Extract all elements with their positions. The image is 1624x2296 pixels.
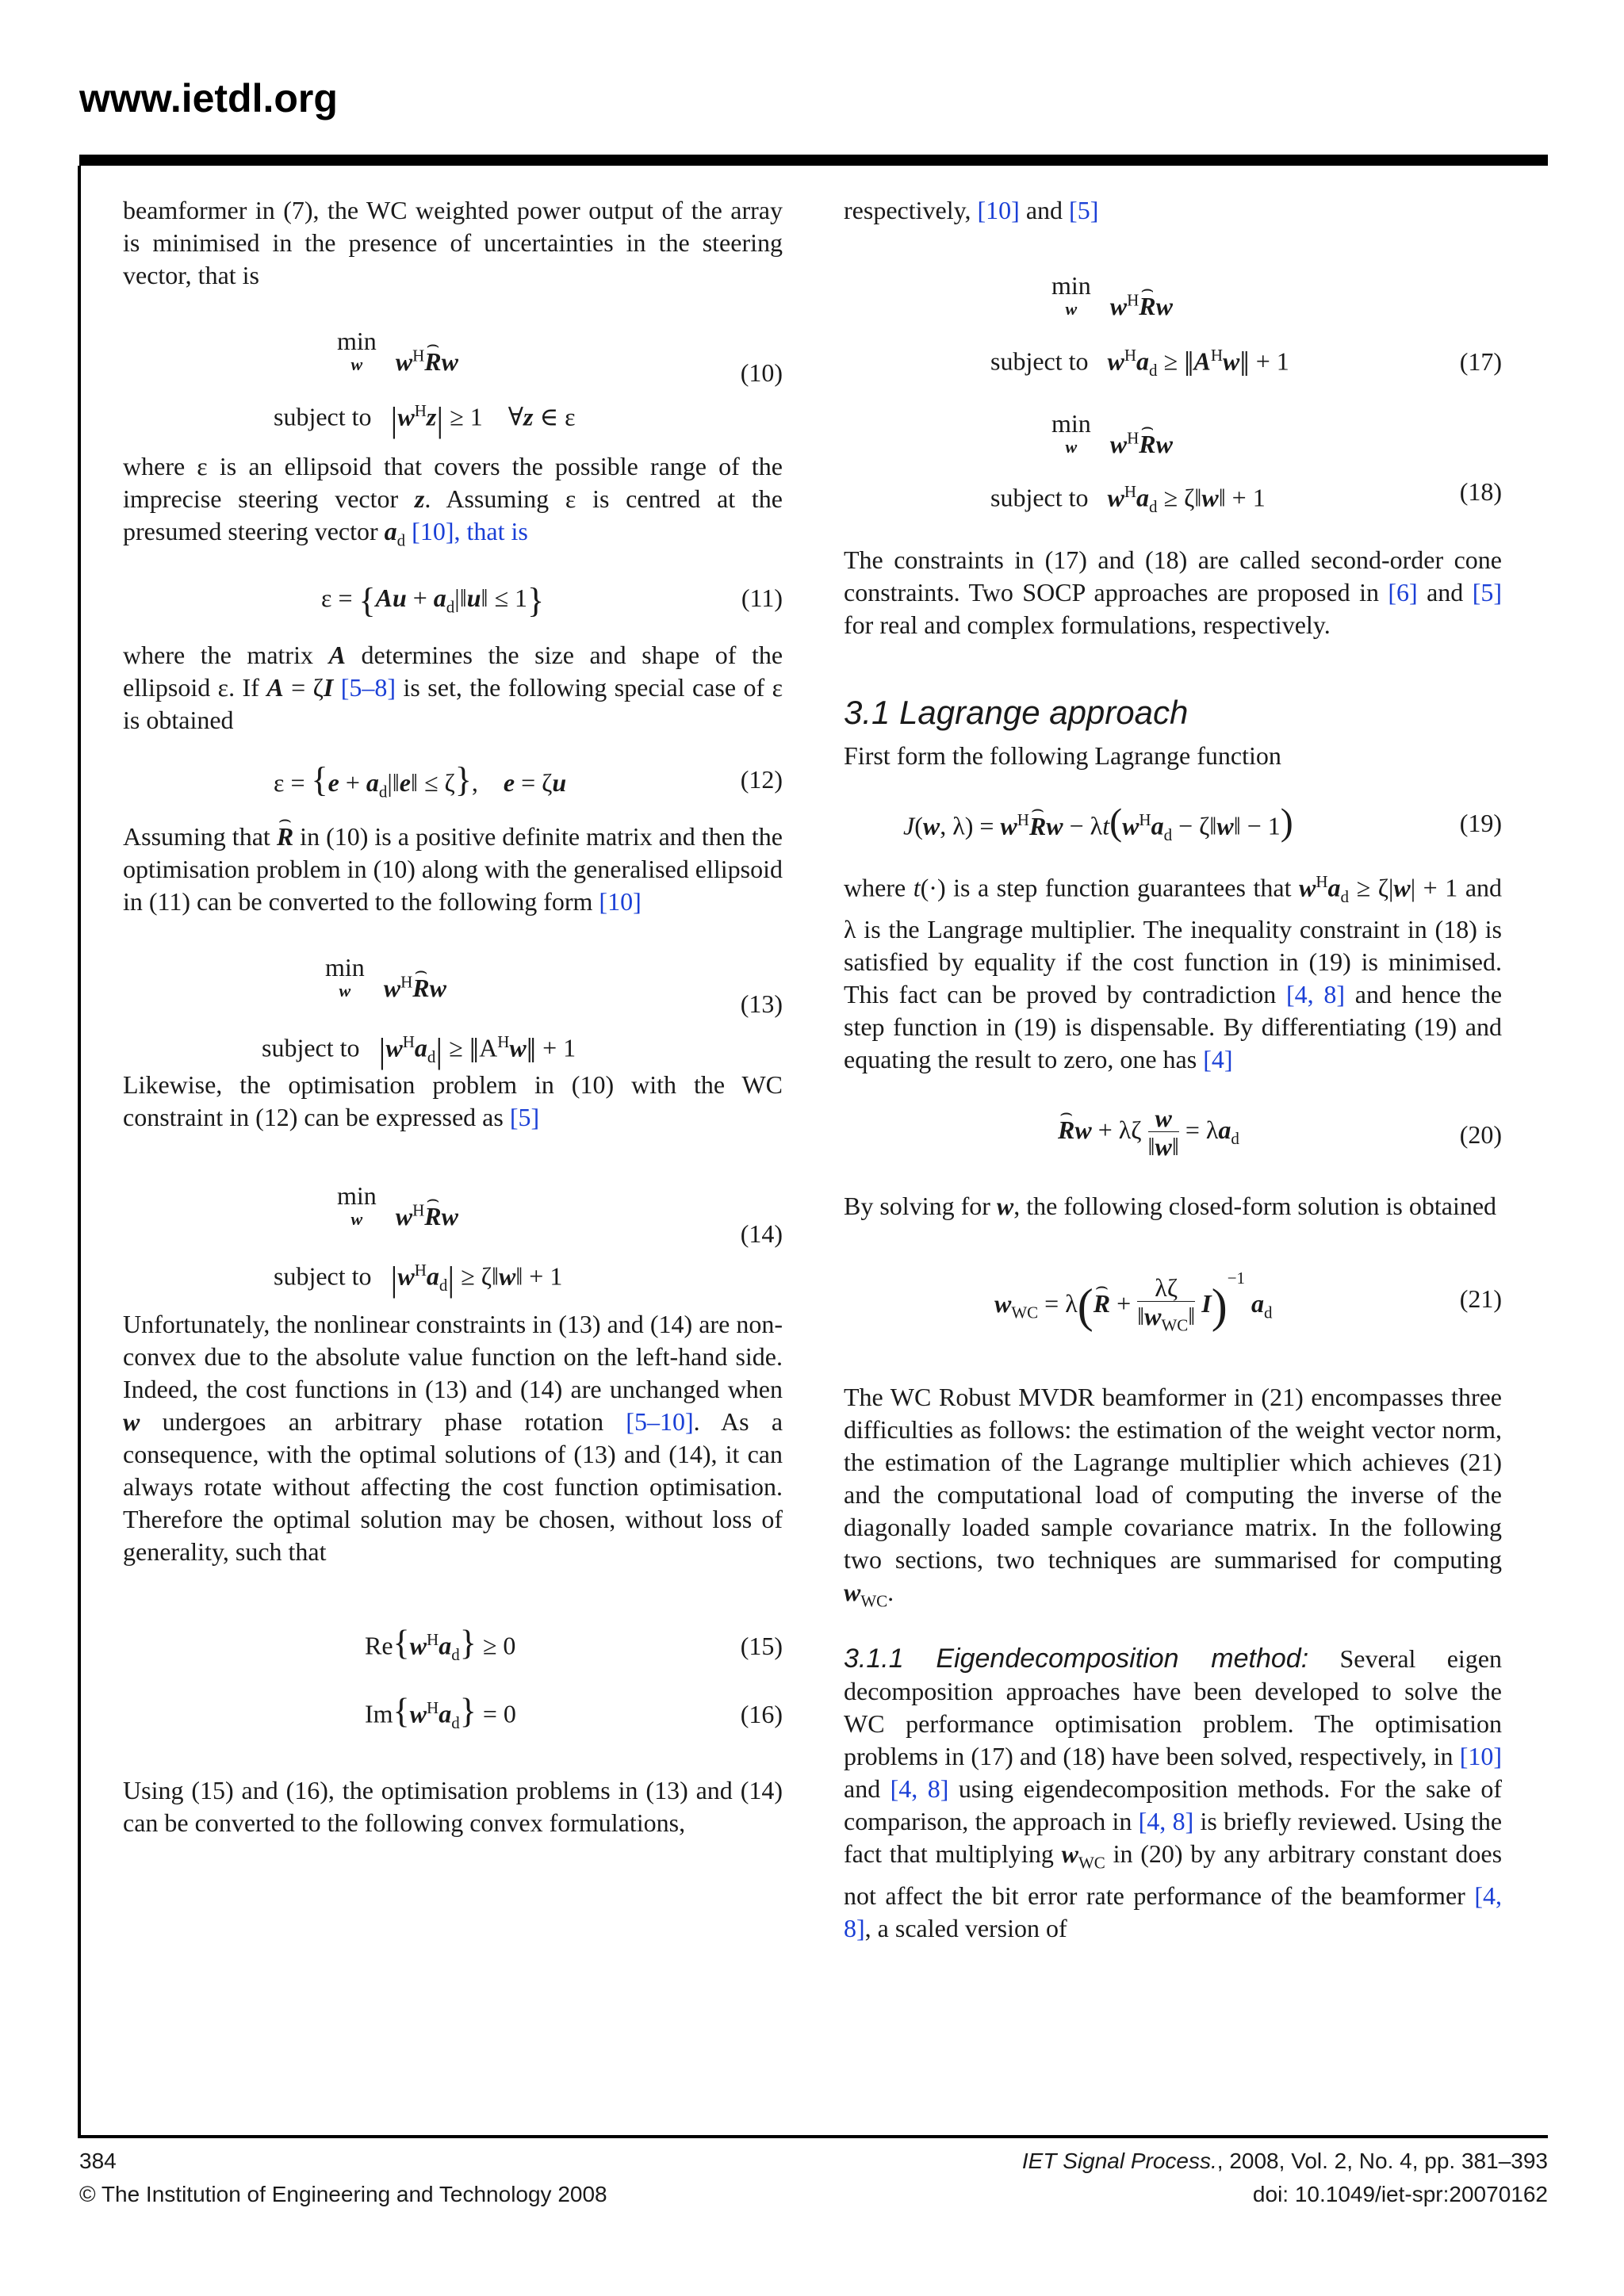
equation-19: J(w, $\lambda) = w^H⌢$ $Rw - \lambda t(w^Ha_d$ − ζ‖w‖ − 1) (19) <box>844 772 1502 866</box>
paragraph: Using (15) and (16), the optimisation problems in (13) and (14) can be converted to the following convex formulations, <box>123 1776 783 1838</box>
paragraph: The WC Robust MVDR beamformer in (21) encompasses three difficulties as follows: the estimation of the weight vector norm, the estimation of the Lagrange multiplier which achieves (21) and the computational load of computing the inverse of the diagonally loaded sample covariance matrix. In the following two sections, two techniques are summarised for computing $w_{WC}$. <box>844 1383 1502 1611</box>
doi: doi: 10.1049/iet-spr:20070162 <box>1252 2182 1548 2206</box>
paragraph: Unfortunately, the nonlinear constraints in (13) and (14) are non-convex due to the absolute value function on the left-hand side. Indeed, the cost functions in (13) and (14) are unchanged when w undergoes an arbitrary phase rotation [5–10]. As a consequence, with the optimal solutions of (13) and (14), it can always rotate without affecting the cost function optimisation. Therefore the optimal solution may be chosen, without loss of generality, such that <box>123 1310 783 1567</box>
left-column <box>123 194 783 1839</box>
paragraph: First form the following Lagrange function <box>844 741 1281 770</box>
paragraph: where ε is an ellipsoid that covers the possible range of the imprecise steering vector z. Assuming ε is centred at the presumed steering vector $a_d$ [10], that is <box>123 452 783 550</box>
right-column <box>844 194 1502 1945</box>
paragraph: 3.1.1 Eigendecomposition method: Several eigen decomposition approaches have been developed to solve the WC performance optimisation problem. The optimisation problems in (17) and (18) have been solved, respectively, in [10] and [4, 8] using eigendecomposition methods. For the sake of comparison, the approach in [4, 8] is briefly reviewed. Using the fact that multiplying $w_{WC}$ in (20) by any arbitrary constant does not affect the bit error rate performance of the beamformer [4, 8], a scaled version of <box>844 1644 1503 1942</box>
equation-20: ⌢ Rw + λζ $\frac{w}{‖w‖}$ = $\lambda a_d$ (20) <box>844 1076 1502 1190</box>
page-number: 384 <box>79 2149 117 2173</box>
paragraph: respectively, [10] and [5] <box>844 196 1099 224</box>
paragraph: Assuming that ⌢ R in (10) is a positive definite matrix and then the optimisation problem in (10) along with the generalised ellipsoid in (11) can be converted to the following form [10] <box>123 821 783 918</box>
footer-rule <box>78 2135 1548 2138</box>
header-rule <box>79 155 1548 166</box>
paragraph: By solving for w, the following closed-form solution is obtained <box>844 1192 1497 1221</box>
paragraph: Likewise, the optimisation problem in (10) with the WC constraint in (12) can be expressed as [5] <box>123 1070 783 1132</box>
paragraph: where the matrix A determines the size and shape of the ellipsoid ε. If A = ζI [5–8] is set, the following special case of ε is obtained <box>123 641 783 735</box>
equation-17-18: min w $w^H⌢$ Rw subject to $w^Ha_d$ ≥ $‖A^Hw‖ + 1$ (17) min w $w^H⌢$ Rw subject to $w^Ha_d$ ≥ ζ‖w‖ + 1 (18) <box>844 227 1502 544</box>
section-heading: 3.1 Lagrange approach <box>844 694 1189 731</box>
equation-13: min w $w^H⌢$ Rw (13) subject to $|w^Ha_d|$ ≥ $‖A^Hw‖ + 1$ <box>123 918 783 1069</box>
paragraph: The constraints in (17) and (18) are called second-order cone constraints. Two SOCP approaches are proposed in [6] and [5] for real and complex formulations, respectively. <box>844 545 1503 639</box>
equation-12: $\varepsilon = \{e + a_d|‖e‖ \le \zeta\}$, e = ζu (12) <box>274 760 783 802</box>
subsection-heading: 3.1.1 Eigendecomposition method: <box>844 1644 1309 1674</box>
equation-11: $\varepsilon = \{Au + a_d|‖u‖ \le 1\}$ (11) <box>321 581 783 621</box>
left-rule <box>78 166 81 2138</box>
journal-citation: IET Signal Process., 2008, Vol. 2, No. 4, pp. 381–393 <box>1021 2149 1548 2173</box>
equation-14: min w $w^H⌢$ Rw (14) subject to $|w^Ha_d|$ ≥ ζ‖w‖ + 1 <box>123 1134 783 1308</box>
equation-10: min w $w^H⌢$ Rw (10) subject to $|w^Hz| \ge 1$ ∀z ∈ ε <box>123 292 783 450</box>
equation-21: $w_{WC}$ = λ(⌢ R + $\frac{\lambda\zeta}{‖w_{WC}‖}$ I)$^{-1}$ $a_d$ (21) <box>844 1223 1502 1381</box>
equation-15-16: $Re\{w^Ha_d\} \ge 0$ (15) $Im\{w^Ha_d\} = 0$ (16) <box>365 1624 783 1733</box>
paragraph: beamformer in (7), the WC weighted power output of the array is minimised in the presence of uncertainties in the steering vector, that is <box>123 196 783 289</box>
copyright: © The Institution of Engineering and Technology 2008 <box>79 2182 607 2206</box>
site-url: www.ietdl.org <box>79 76 338 121</box>
paragraph: where t(·) is a step function guarantees that $w^Ha_d \ge \zeta|w| + 1$ and λ is the Langrage multiplier. The inequality constraint in (18) is satisfied by equality if the cost function in (19) is minimised. This fact can be proved by contradiction [4, 8] and hence the step function in (19) is dispensable. By differentiating (19) and equating the result to zero, one has [4] <box>844 872 1503 1074</box>
